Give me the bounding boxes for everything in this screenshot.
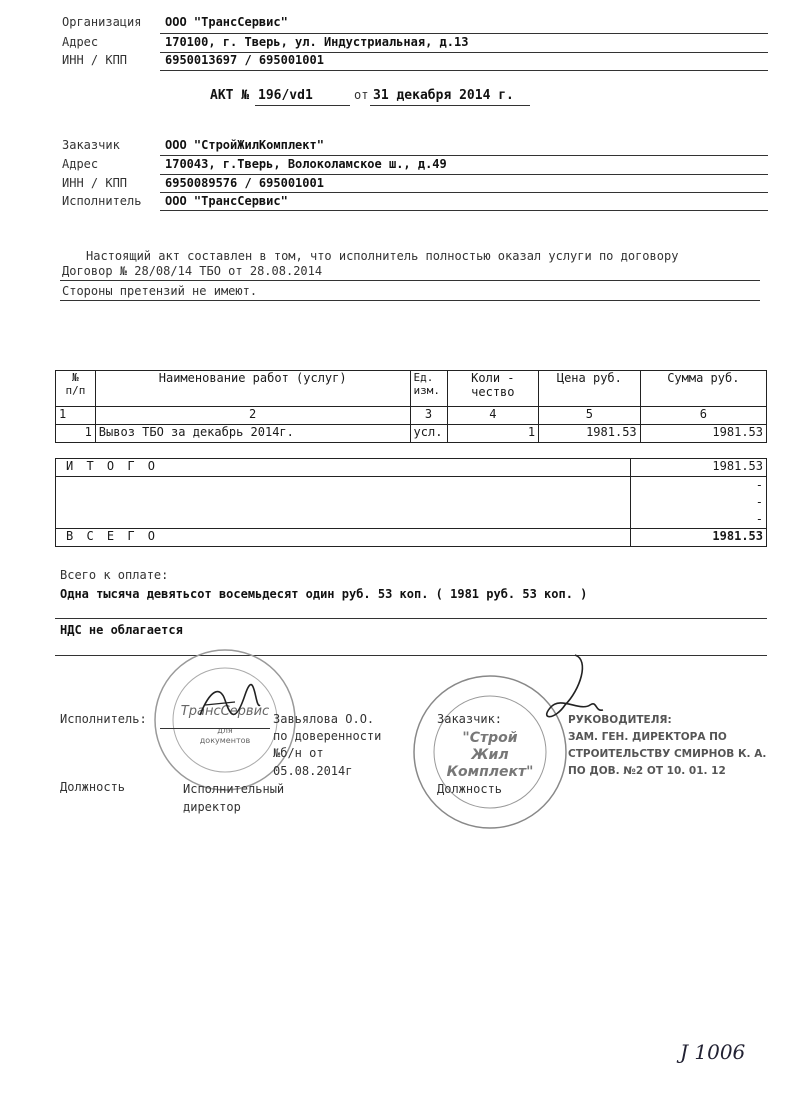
divider [160,70,768,71]
header-qty-top: Коли - [471,371,515,385]
executor-proxy-number: №б/н от [273,746,324,760]
act-prefix: АКТ № [210,88,250,103]
col-number: 1 [56,407,96,425]
stamp-text: "Строй [462,730,518,746]
row-sum: 1981.53 [640,425,766,443]
header-num-top: № [72,371,79,384]
vat-note: НДС не облагается [60,623,183,637]
act-date: 31 декабря 2014 г. [373,88,514,103]
position-label-left: Должность [60,780,126,794]
divider [160,155,768,156]
col-number: 3 [410,407,447,425]
signature-line [160,728,270,729]
header-unit-bottom: изм. [413,384,441,397]
handwritten-note: J 1006 [680,1040,746,1064]
org-value: ООО "ТрансСервис" [165,15,288,29]
executor-proxy: по доверенности [273,729,382,743]
dash: - [755,478,763,492]
row-num: 1 [56,425,96,443]
customer-inn-value: 6950089576 / 695001001 [165,176,324,190]
stamp-text: Жил [471,747,509,763]
header-qty-bottom: чество [471,385,515,399]
executor-proxy-date: 05.08.2014г [273,764,353,778]
payment-label: Всего к оплате: [60,568,169,582]
vsego-label: В С Е Г О [56,529,631,547]
dash: - [755,495,763,509]
divider [160,33,768,34]
totals-dashes [631,477,767,529]
header-unit-top: Ед. [413,371,434,384]
header-num [56,371,96,407]
row-price: 1981.53 [539,425,641,443]
address-label: Адрес [62,35,99,49]
header-price: Цена руб. [539,371,641,407]
position-label-right: Должность [437,782,503,796]
customer-address-value: 170043, г.Тверь, Волоколамское ш., д.49 [165,157,447,171]
divider [55,618,767,619]
customer-address-label: Адрес [62,157,99,171]
header-unit [410,371,447,407]
customer-sign-label: Заказчик: [437,712,503,726]
act-from: от [354,88,369,102]
position-value-1: Исполнительный [183,782,285,796]
stamp-line: ЗАМ. ГЕН. ДИРЕКТОРА ПО [568,731,727,743]
org-label: Организация [62,15,142,29]
act-number: 196/vd1 [258,88,313,103]
statement-text: Настоящий акт составлен в том, что исполнитель полностью оказал услуги по договору [86,249,679,263]
stamp-line: ПО ДОВ. №2 ОТ 10. 01. 12 [568,765,726,777]
divider [160,210,768,211]
position-value-2: директор [183,800,241,814]
totals-blank [56,477,631,529]
customer-inn-label: ИНН / КПП [62,176,128,190]
totals-table [55,458,767,547]
dash: - [755,512,763,526]
inn-value: 6950013697 / 695001001 [165,53,324,67]
divider [160,192,768,193]
header-qty [447,371,539,407]
customer-value: ООО "СтройЖилКомплект" [165,138,324,152]
itogo-value: 1981.53 [631,459,767,477]
services-table [55,370,767,443]
row-name: Вывоз ТБО за декабрь 2014г. [95,425,410,443]
row-qty: 1 [447,425,539,443]
divider [370,105,530,106]
customer-label: Заказчик [62,138,120,152]
col-number: 6 [640,407,766,425]
divider [255,105,350,106]
contract-text: Договор № 28/08/14 ТБО от 28.08.2014 [62,264,323,278]
stamp-line: СТРОИТЕЛЬСТВУ СМИРНОВ К. А. [568,748,767,760]
itogo-label: И Т О Г О [56,459,631,477]
executor-label: Исполнитель [62,194,142,208]
col-number: 4 [447,407,539,425]
col-number: 2 [95,407,410,425]
executor-value: ООО "ТрансСервис" [165,194,288,208]
col-number: 5 [539,407,641,425]
customer-stamp-block [568,712,766,780]
stamp-text: Комплект" [446,764,534,780]
inn-label: ИНН / КПП [62,53,128,67]
stamp-line: РУКОВОДИТЕЛЯ: [568,714,672,726]
stamp-text: для [217,726,233,735]
vsego-value: 1981.53 [631,529,767,547]
column-numbers-row [56,407,767,425]
header-name: Наименование работ (услуг) [95,371,410,407]
row-unit: усл. [410,425,447,443]
amount-in-words: Одна тысяча девятьсот восемьдесят один руб. 53 коп. ( 1981 руб. 53 коп. ) [60,587,588,601]
executor-name: Завьялова О.О. [273,712,375,726]
no-claims-text: Стороны претензий не имеют. [62,284,258,298]
executor-sign-label: Исполнитель: [60,712,147,726]
executor-signature [195,680,265,730]
stamp-text: ТрансСервис [180,704,270,719]
divider [60,300,760,301]
header-num-bottom: п/п [65,384,86,397]
header-sum: Сумма руб. [640,371,766,407]
address-value: 170100, г. Тверь, ул. Индустриальная, д.13 [165,35,469,49]
divider [60,280,760,281]
table-row [56,425,767,443]
divider [160,174,768,175]
stamp-text: документов [199,736,251,745]
